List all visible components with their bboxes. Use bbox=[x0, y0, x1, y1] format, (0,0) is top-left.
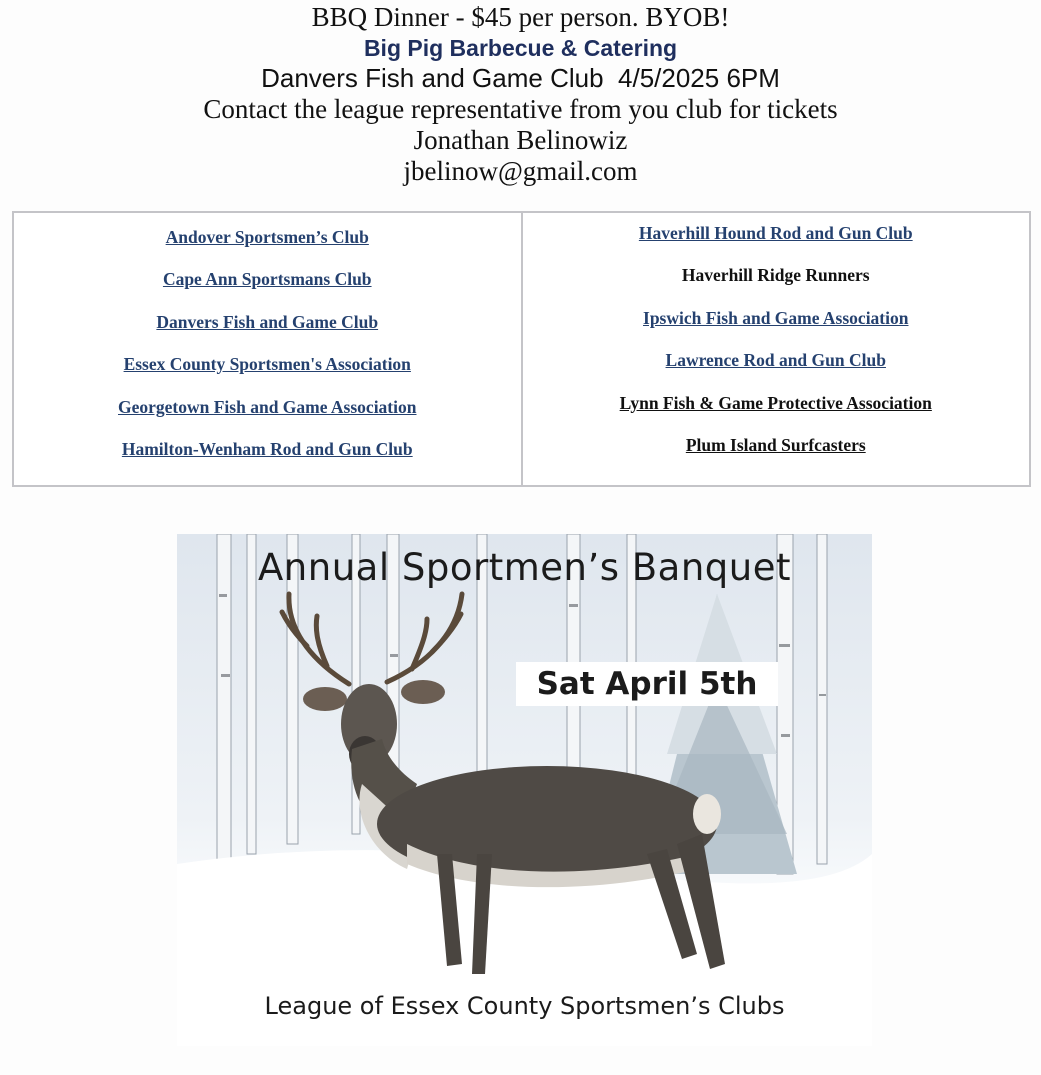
club-link-danvers[interactable]: Danvers Fish and Game Club bbox=[156, 311, 379, 332]
club-column-left bbox=[14, 213, 523, 485]
poster-title: Annual Sportmen’s Banquet bbox=[258, 546, 791, 589]
poster-footer: League of Essex County Sportsmen’s Clubs bbox=[264, 992, 785, 1020]
club-link-hamilton-wenham[interactable]: Hamilton-Wenham Rod and Gun Club bbox=[121, 438, 413, 459]
club-link-lynn[interactable]: Lynn Fish & Game Protective Association bbox=[619, 392, 932, 413]
club-link-georgetown[interactable]: Georgetown Fish and Game Association bbox=[118, 396, 417, 417]
club-link-andover[interactable]: Andover Sportsmen’s Club bbox=[165, 227, 369, 247]
dinner-price-line: BBQ Dinner - $45 per person. BYOB! bbox=[311, 2, 730, 32]
club-link-haverhill-hound[interactable]: Haverhill Hound Rod and Gun Club bbox=[638, 223, 913, 243]
event-header bbox=[0, 0, 1041, 187]
caterer-name: Big Pig Barbecue & Catering bbox=[363, 35, 678, 61]
club-name-haverhill-ridge-runners: Haverhill Ridge Runners bbox=[681, 265, 870, 286]
venue-date-line: Danvers Fish and Game Club 4/5/2025 6PM bbox=[261, 63, 780, 93]
contact-instructions: Contact the league representative from you club for tickets bbox=[203, 94, 838, 124]
club-column-right bbox=[523, 213, 1030, 485]
contact-email[interactable]: jbelinow@gmail.com bbox=[403, 156, 638, 186]
club-link-ipswich[interactable]: Ipswich Fish and Game Association bbox=[643, 307, 909, 328]
club-link-cape-ann[interactable]: Cape Ann Sportsmans Club bbox=[162, 269, 372, 290]
club-link-essex-county[interactable]: Essex County Sportsmen's Association bbox=[123, 354, 411, 375]
club-link-plum-island[interactable]: Plum Island Surfcasters bbox=[685, 434, 866, 455]
poster-date-badge: Sat April 5th bbox=[516, 662, 778, 706]
banquet-poster bbox=[177, 534, 872, 1046]
club-link-lawrence[interactable]: Lawrence Rod and Gun Club bbox=[665, 350, 886, 371]
contact-name: Jonathan Belinowiz bbox=[413, 125, 628, 155]
club-table bbox=[12, 211, 1031, 487]
winter-deer-illustration bbox=[177, 534, 872, 1046]
